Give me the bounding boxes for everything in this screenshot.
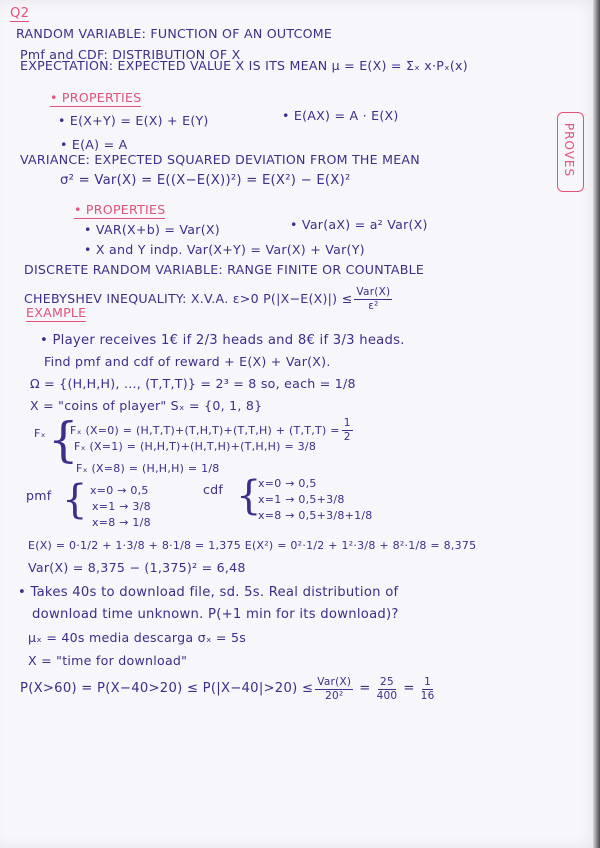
time-variable-definition: X = "time for download" [28,653,188,668]
example-1-task: Find pmf and cdf of reward + E(X) + Var(X). [44,354,331,369]
pmf-label: pmf [26,488,52,503]
variance-properties-heading [74,204,165,217]
question-label-text: Q2 [10,6,30,21]
variance-property-scale: • Var(aX) = a² Var(X) [290,217,428,232]
pmf-row-0: x=0 → 0,5 [90,484,149,497]
chebyshev-denominator: ε² [368,299,379,312]
equals-1: = [359,681,371,697]
proves-tab-label: PROVES [562,122,576,178]
fx-row-0-fraction [342,418,353,442]
variance-property-independent: • X and Y indp. Var(X+Y) = Var(X) + Var(Y) [84,242,365,257]
cdf-row-1: x=1 → 0,5+3/8 [258,493,345,506]
sample-space: Ω = {(H,H,H), ..., (T,T,T)} = 2³ = 8 so, each = 1/8 [30,376,356,391]
fx-row-0-denominator: 2 [343,430,351,443]
expectation-properties-heading-text: • PROPERTIES [50,90,142,105]
chebyshev-numerator: Var(X) [356,286,391,298]
definition-random-variable: RANDOM VARIABLE: FUNCTION OF AN OUTCOME [16,26,333,41]
pmf-row-8: x=8 → 1/8 [92,516,151,529]
fx-row-1: Fₓ (X=1) = (H,H,T)+(H,T,H)+(T,H,H) = 3/8 [74,440,317,453]
definition-discrete-rv: DISCRETE RANDOM VARIABLE: RANGE FINITE OR COUNTABLE [24,262,425,277]
cdf-row-8: x=8 → 0,5+3/8+1/8 [258,509,373,522]
mean-and-sd: μₓ = 40s media descarga σₓ = 5s [28,630,247,645]
bound-fraction-3 [421,677,435,701]
bound-fraction-3-numerator: 1 [424,676,432,688]
equals-2: = [403,681,415,697]
chebyshev-application-text: P(X>60) = P(X−40>20) ≤ P(|X−40|>20) ≤ [20,681,314,697]
cdf-label: cdf [203,482,224,497]
fx-row-0-numerator: 1 [343,417,351,429]
random-variable-definition: X = "coins of player" Sₓ = {0, 1, 8} [30,398,263,413]
variance-formula: σ² = Var(X) = E((X−E(X))²) = E(X²) − E(X)² [60,173,351,188]
bound-fraction-1-denominator: 20² [325,689,344,702]
definition-variance: VARIANCE: EXPECTED SQUARED DEVIATION FROM THE MEAN [20,152,420,167]
fx-row-8: Fₓ (X=8) = (H,H,H) = 1/8 [76,462,220,475]
fx-row-0-text: Fₓ (X=0) = (H,T,T)+(T,H,T)+(T,T,H) + (T,T,T) = [70,423,340,437]
fx-row-0 [70,418,355,442]
fx-brace: { [48,412,79,468]
property-scaling: • E(AX) = A · E(X) [282,108,399,123]
chebyshev-fraction [354,287,392,311]
bound-fraction-1-numerator: Var(X) [317,676,352,688]
chebyshev-application [20,677,437,701]
example-2-question: download time unknown. P(+1 min for its download)? [32,607,399,622]
page-edge-shadow [593,0,600,848]
expectation-properties-heading [50,92,141,105]
bound-fraction-2-numerator: 25 [380,676,394,688]
bound-fraction-1 [315,677,353,701]
pmf-row-1: x=1 → 3/8 [92,500,151,513]
example-2-statement: • Takes 40s to download file, sd. 5s. Real distribution of [18,585,399,600]
variance-property-shift: • VAR(X+b) = Var(X) [84,222,220,237]
definition-expectation: EXPECTATION: EXPECTED VALUE X IS ITS MEAN μ = E(X) = Σₓ x·Pₓ(x) [20,58,468,73]
fx-label: Fₓ [34,427,46,440]
example-heading-text: EXAMPLE [26,305,87,320]
chebyshev-inequality-text: CHEBYSHEV INEQUALITY: X.V.A. ε>0 P(|X−E(X)|) ≤ [24,290,353,306]
variance-computation: Var(X) = 8,375 − (1,375)² = 6,48 [28,560,246,575]
pmf-brace: { [62,477,88,523]
question-label [10,7,29,20]
bound-fraction-3-denominator: 16 [420,689,435,702]
variance-properties-heading-text: • PROPERTIES [74,202,166,217]
example-heading [26,307,86,320]
property-constant: • E(A) = A [60,137,128,152]
cdf-brace: { [236,473,262,519]
bound-fraction-2-denominator: 400 [376,689,398,702]
cdf-row-0: x=0 → 0,5 [258,477,317,490]
example-1-statement: • Player receives 1€ if 2/3 heads and 8€ if 3/3 heads. [40,333,405,348]
definition-pmf-cdf: Pmf and CDF: DISTRIBUTION OF X [20,47,241,62]
expectation-computation: E(X) = 0·1/2 + 1·3/8 + 8·1/8 = 1,375 E(X²) = 0²·1/2 + 1²·3/8 + 8²·1/8 = 8,375 [28,539,477,552]
bound-fraction-2 [377,677,398,701]
property-linearity: • E(X+Y) = E(X) + E(Y) [58,113,209,128]
